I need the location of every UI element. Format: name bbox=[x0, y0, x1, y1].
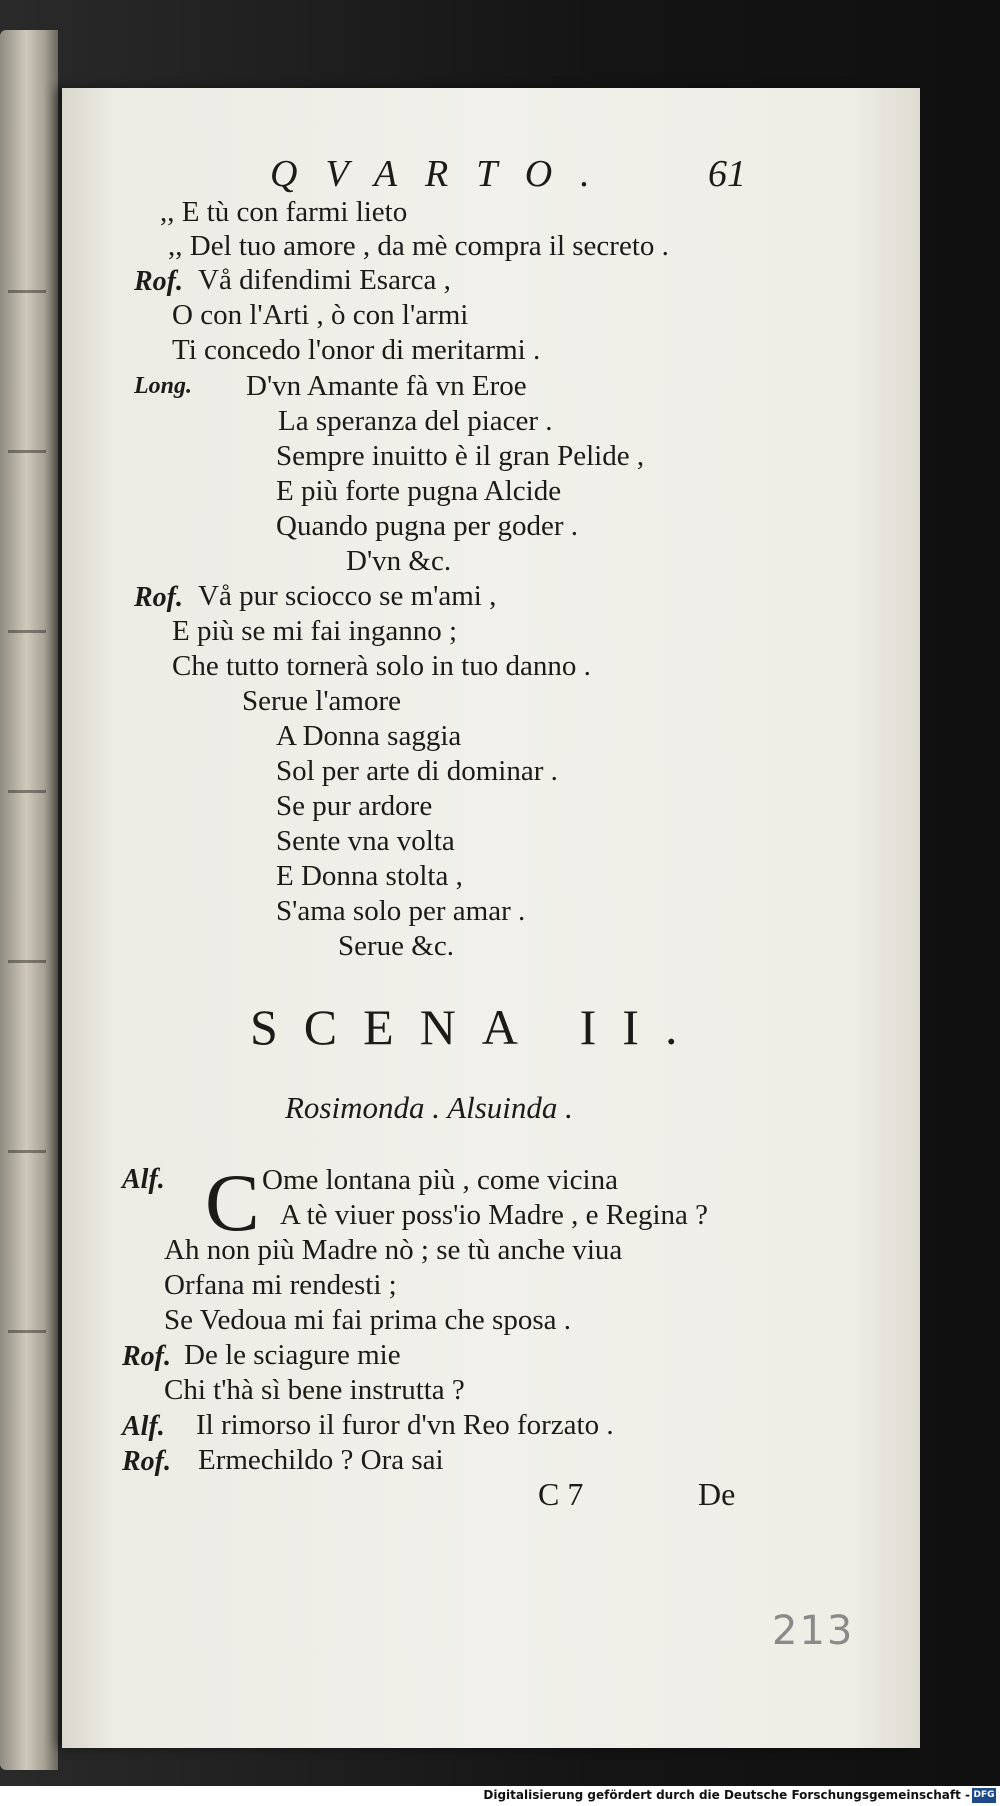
dfg-logo: DFG bbox=[972, 1788, 996, 1803]
speaker-label: Rof. bbox=[122, 1341, 171, 1372]
verse-line: Ome lontana più , come vicina bbox=[262, 1164, 618, 1196]
verse-line: Sol per arte di dominar . bbox=[276, 755, 558, 787]
verse-line: La speranza del piacer . bbox=[278, 405, 553, 437]
running-title: QVARTO. bbox=[270, 153, 618, 195]
verse-line: A Donna saggia bbox=[276, 720, 462, 752]
digitization-footer bbox=[0, 1786, 1000, 1806]
pencil-folio-note: 213 bbox=[772, 1608, 855, 1654]
verse-line: S'ama solo per amar . bbox=[276, 895, 526, 927]
verse-line: Quando pugna per goder . bbox=[276, 510, 578, 542]
speaker-label: Rof. bbox=[134, 266, 183, 297]
verse-line: Serue l'amore bbox=[242, 685, 402, 717]
verse-line: Vå pur sciocco se m'ami , bbox=[198, 580, 497, 612]
speaker-label: Rof. bbox=[122, 1446, 171, 1477]
speaker-label: Rof. bbox=[134, 582, 183, 613]
speaker-label: Long. bbox=[134, 373, 193, 399]
verse-line: E più se mi fai inganno ; bbox=[172, 615, 458, 647]
verse-line: D'vn &c. bbox=[346, 545, 452, 577]
scene-heading: SCENA II. bbox=[250, 999, 704, 1055]
verse-line: Ah non più Madre nò ; se tù anche viua bbox=[164, 1234, 623, 1266]
footer-credit: Digitalisierung gefördert durch die Deutsche Forschungsgemeinschaft - bbox=[483, 1788, 970, 1802]
signature-mark: C 7 bbox=[538, 1476, 584, 1512]
catchword: De bbox=[698, 1476, 736, 1512]
verse-line: Chi t'hà sì bene instrutta ? bbox=[164, 1374, 465, 1406]
speaker-label: Alf. bbox=[122, 1411, 165, 1442]
verse-line: Se Vedoua mi fai prima che sposa . bbox=[164, 1304, 571, 1336]
verse-line: De le sciagure mie bbox=[184, 1339, 401, 1371]
page-number: 61 bbox=[708, 153, 746, 195]
verse-line: Sempre inuitto è il gran Pelide , bbox=[276, 440, 645, 472]
verse-line: Il rimorso il furor d'vn Reo forzato . bbox=[196, 1409, 614, 1441]
verse-line: Serue &c. bbox=[338, 930, 454, 962]
verse-line: Vå difendimi Esarca , bbox=[198, 264, 451, 296]
verse-line: D'vn Amante fà vn Eroe bbox=[246, 370, 527, 402]
speaker-label: Alf. bbox=[122, 1164, 165, 1195]
verse-line: E Donna stolta , bbox=[276, 860, 463, 892]
verse-line: Ermechildo ? Ora sai bbox=[198, 1444, 444, 1476]
verse-line: ,, Del tuo amore , da mè compra il secreto . bbox=[168, 230, 669, 262]
scene-characters: Rosimonda . Alsuinda . bbox=[285, 1090, 573, 1125]
verse-line: ,, E tù con farmi lieto bbox=[160, 196, 408, 228]
verse-line: O con l'Arti , ò con l'armi bbox=[172, 299, 469, 331]
drop-cap: C bbox=[205, 1157, 260, 1248]
verse-line: Sente vna volta bbox=[276, 825, 455, 857]
verse-line: A tè viuer poss'io Madre , e Regina ? bbox=[280, 1199, 709, 1231]
previous-page-edge bbox=[0, 30, 58, 1770]
verse-line: Che tutto tornerà solo in tuo danno . bbox=[172, 650, 591, 682]
verse-line: Ti concedo l'onor di meritarmi . bbox=[172, 334, 541, 366]
verse-line: Se pur ardore bbox=[276, 790, 433, 822]
verse-line: E più forte pugna Alcide bbox=[276, 475, 562, 507]
verse-line: Orfana mi rendesti ; bbox=[164, 1269, 397, 1301]
